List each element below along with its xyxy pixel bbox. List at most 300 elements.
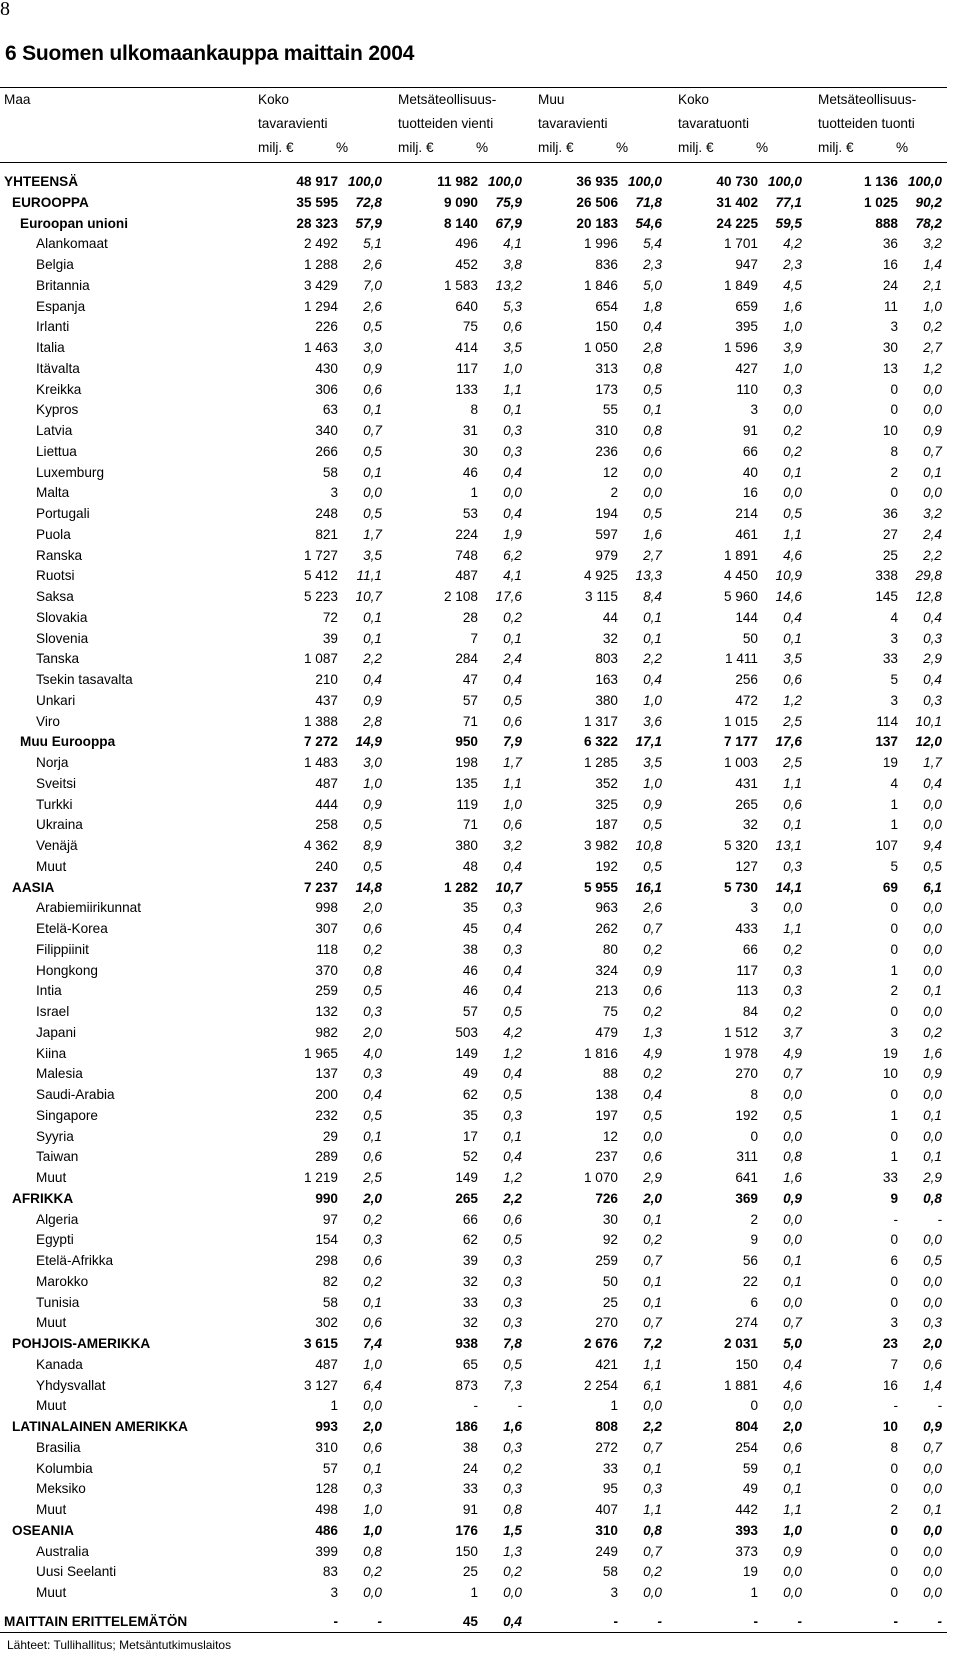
cell-percent: 0,5 — [783, 506, 802, 521]
cell-percent: 0,6 — [503, 1211, 522, 1227]
header-unit-pct: % — [336, 140, 349, 155]
cell-percent: 0,2 — [783, 443, 802, 459]
cell-value: 503 — [455, 1024, 478, 1040]
cell-value: 0 — [890, 1294, 898, 1310]
cell-value: 33 — [602, 1460, 618, 1476]
cell-value: 3 — [610, 1585, 618, 1600]
cell-percent: 0,2 — [363, 941, 382, 957]
cell-percent: 0,5 — [503, 692, 522, 708]
cell-value: 5 — [890, 672, 898, 687]
table-row — [0, 1251, 947, 1272]
cell-value: 1 727 — [303, 547, 338, 563]
cell-percent: 0,0 — [643, 485, 662, 501]
cell-value: 2 — [890, 983, 898, 999]
cell-value: 998 — [315, 900, 338, 916]
cell-percent: 1,6 — [923, 1045, 942, 1061]
cell-value: 380 — [455, 838, 478, 853]
cell-value: 75 — [602, 1004, 618, 1019]
cell-percent: 0,3 — [503, 1107, 522, 1123]
cell-value: 1 483 — [303, 755, 338, 770]
cell-value: 32 — [742, 817, 758, 833]
cell-percent: 0,0 — [923, 1232, 942, 1248]
cell-value: 213 — [595, 983, 618, 999]
cell-value: 119 — [456, 796, 478, 812]
cell-percent: 0,2 — [783, 941, 802, 957]
cell-value: 36 935 — [576, 174, 618, 189]
cell-value: 88 — [602, 1066, 618, 1082]
cell-value: 8 — [890, 1439, 898, 1455]
cell-value: 45 — [462, 921, 478, 936]
cell-value: 2 254 — [583, 1377, 618, 1393]
cell-percent: 0,6 — [503, 817, 522, 833]
cell-value: 979 — [595, 547, 618, 563]
cell-percent: 0,1 — [643, 609, 662, 625]
cell-percent: 0,3 — [783, 381, 802, 397]
cell-value: 0 — [890, 1481, 898, 1497]
cell-percent: 1,3 — [643, 1024, 662, 1040]
header-top-rule — [0, 87, 947, 88]
cell-value: 173 — [595, 381, 618, 397]
cell-percent: 0,0 — [923, 921, 942, 936]
cell-value: 9 — [750, 1232, 758, 1248]
cell-percent: 0,0 — [923, 817, 942, 833]
cell-value: 313 — [595, 360, 618, 376]
cell-percent: 14,6 — [775, 589, 802, 604]
cell-percent: 0,0 — [643, 1398, 662, 1414]
cell-percent: 2,9 — [923, 1170, 942, 1185]
row-label: Muut — [36, 1315, 67, 1331]
cell-value: 430 — [315, 360, 338, 376]
cell-value: 65 — [462, 1356, 478, 1372]
cell-value: 24 — [882, 277, 898, 293]
cell-value: 1 285 — [583, 755, 618, 770]
cell-value: 748 — [455, 547, 478, 563]
cell-value: 7 — [890, 1356, 898, 1372]
cell-value: 33 — [462, 1481, 478, 1497]
cell-value: 352 — [595, 775, 618, 791]
cell-percent: 0,3 — [503, 1481, 522, 1497]
table-row — [0, 483, 947, 504]
cell-percent: 0,0 — [923, 1087, 942, 1102]
cell-percent: 0,7 — [643, 1315, 662, 1331]
cell-percent: 0,5 — [503, 1232, 522, 1248]
cell-percent: 0,8 — [783, 1149, 802, 1165]
cell-percent: 0,1 — [503, 1128, 522, 1144]
cell-percent: 0,3 — [923, 630, 942, 646]
cell-percent: - — [657, 1613, 662, 1629]
cell-percent: 100,0 — [627, 174, 662, 189]
cell-value: 117 — [736, 962, 758, 978]
cell-percent: 0,1 — [503, 402, 522, 418]
cell-value: 5 730 — [723, 879, 758, 895]
cell-percent: 0,1 — [363, 1294, 382, 1310]
cell-value: 496 — [455, 236, 478, 252]
cell-value: 50 — [602, 1273, 618, 1289]
cell-value: 30 — [462, 443, 478, 459]
cell-value: 62 — [462, 1232, 478, 1248]
cell-value: - — [893, 1398, 898, 1414]
cell-value: 0 — [890, 921, 898, 936]
table-row — [0, 774, 947, 795]
cell-value: 1 015 — [723, 713, 758, 729]
row-label: Britannia — [36, 277, 90, 293]
cell-percent: 7,0 — [363, 277, 382, 293]
cell-value: 3 429 — [303, 277, 338, 293]
cell-percent: 0,5 — [643, 381, 662, 397]
cell-value: 1 512 — [723, 1024, 758, 1040]
header-group-line2: tavaravienti — [538, 116, 608, 131]
row-label: Arabiemiirikunnat — [36, 900, 142, 916]
cell-percent: 0,0 — [923, 1585, 942, 1600]
cell-value: 311 — [736, 1149, 758, 1165]
table-header — [0, 90, 947, 162]
cell-value: 71 — [462, 713, 478, 729]
cell-value: 431 — [735, 775, 758, 791]
cell-value: 197 — [595, 1107, 618, 1123]
cell-percent: 1,1 — [783, 526, 802, 542]
cell-value: 83 — [322, 1564, 338, 1580]
cell-value: 1 596 — [723, 340, 758, 355]
cell-value: 91 — [462, 1502, 478, 1517]
cell-value: 28 — [462, 609, 478, 625]
cell-value: 23 — [882, 1336, 898, 1351]
cell-percent: 1,9 — [503, 526, 522, 542]
cell-value: 1 — [330, 1398, 338, 1414]
cell-percent: 6,2 — [503, 547, 522, 563]
cell-value: 1 — [470, 1585, 478, 1600]
cell-percent: 14,9 — [355, 734, 382, 750]
cell-percent: 0,0 — [783, 1211, 802, 1227]
table-row — [0, 1500, 947, 1521]
cell-value: 38 — [462, 941, 478, 957]
row-label: Etelä-Korea — [36, 921, 108, 936]
cell-percent: 8,4 — [643, 589, 662, 604]
cell-percent: 2,5 — [783, 713, 802, 729]
cell-percent: 0,1 — [923, 1149, 942, 1165]
cell-value: 640 — [455, 298, 478, 314]
cell-percent: 1,5 — [503, 1522, 522, 1538]
cell-percent: 0,3 — [503, 1253, 522, 1268]
cell-percent: 14,1 — [775, 879, 802, 895]
cell-percent: 12,8 — [915, 589, 942, 604]
cell-percent: 0,4 — [643, 1087, 662, 1102]
cell-value: 0 — [750, 1128, 758, 1144]
table-row — [0, 1438, 947, 1459]
table-row — [0, 1147, 947, 1168]
cell-value: 49 — [742, 1481, 758, 1497]
cell-percent: 1,6 — [783, 298, 802, 314]
table-body — [0, 172, 947, 1633]
cell-value: 256 — [735, 672, 758, 687]
cell-percent: 0,0 — [503, 485, 522, 501]
row-label: AFRIKKA — [12, 1190, 74, 1206]
row-label: POHJOIS-AMERIKKA — [12, 1336, 151, 1351]
cell-percent: 0,2 — [363, 1211, 382, 1227]
cell-value: 7 — [470, 630, 478, 646]
cell-percent: 1,0 — [363, 1502, 382, 1517]
cell-percent: 2,0 — [363, 900, 382, 916]
table-row — [0, 608, 947, 629]
cell-value: 27 — [882, 526, 898, 542]
cell-percent: 4,0 — [363, 1045, 382, 1061]
cell-value: 486 — [315, 1522, 338, 1538]
cell-value: 135 — [455, 775, 478, 791]
cell-value: 0 — [890, 1585, 898, 1600]
cell-value: 373 — [735, 1543, 758, 1559]
cell-value: 194 — [595, 506, 618, 521]
cell-percent: 0,3 — [363, 1004, 382, 1019]
cell-percent: 0,3 — [923, 1315, 942, 1331]
cell-value: 6 — [750, 1294, 758, 1310]
cell-value: 31 402 — [716, 194, 758, 210]
row-label: Ukraina — [36, 817, 83, 833]
cell-value: 2 — [890, 464, 898, 480]
table-row — [0, 981, 947, 1002]
cell-value: 298 — [315, 1253, 338, 1268]
cell-value: 71 — [462, 817, 478, 833]
row-label: Israel — [36, 1004, 70, 1019]
cell-percent: 2,5 — [363, 1170, 382, 1185]
cell-percent: 2,2 — [643, 1419, 662, 1434]
cell-value: 1 891 — [723, 547, 758, 563]
cell-value: 1 050 — [583, 340, 618, 355]
cell-percent: 0,0 — [363, 1585, 382, 1600]
table-row — [0, 940, 947, 961]
cell-percent: 0,5 — [363, 319, 382, 335]
cell-value: 340 — [315, 423, 338, 438]
cell-percent: 72,8 — [355, 194, 382, 210]
table-row — [0, 276, 947, 297]
table-row — [0, 898, 947, 919]
cell-value: 258 — [315, 817, 338, 833]
cell-percent: 100,0 — [767, 174, 802, 189]
cell-percent: 2,9 — [923, 651, 942, 667]
cell-percent: 4,1 — [503, 568, 522, 584]
table-row — [0, 317, 947, 338]
cell-percent: 0,1 — [363, 609, 382, 625]
cell-percent: 0,1 — [783, 1273, 802, 1289]
cell-percent: 0,1 — [783, 1253, 802, 1268]
table-row — [0, 234, 947, 255]
row-label: Portugali — [36, 506, 90, 521]
cell-percent: 0,0 — [783, 485, 802, 501]
cell-value: 62 — [462, 1087, 478, 1102]
cell-value: 226 — [315, 319, 338, 335]
table-row — [0, 1355, 947, 1376]
cell-value: 487 — [315, 1356, 338, 1372]
cell-percent: 3,6 — [643, 713, 662, 729]
cell-value: 0 — [890, 1564, 898, 1580]
cell-value: 0 — [750, 1398, 758, 1414]
cell-percent: 0,1 — [783, 464, 802, 480]
cell-percent: 7,2 — [643, 1336, 662, 1351]
cell-percent: 0,6 — [503, 713, 522, 729]
cell-value: 19 — [882, 755, 898, 770]
cell-percent: 100,0 — [487, 174, 522, 189]
cell-percent: 2,6 — [363, 257, 382, 272]
cell-percent: 5,0 — [783, 1336, 802, 1351]
cell-percent: 2,0 — [363, 1190, 382, 1206]
row-label: Australia — [36, 1543, 89, 1559]
cell-value: 265 — [455, 1190, 478, 1206]
table-row — [0, 1612, 947, 1633]
cell-percent: 0,5 — [643, 858, 662, 874]
cell-percent: 67,9 — [495, 215, 522, 231]
cell-percent: 0,0 — [363, 485, 382, 501]
cell-percent: 0,5 — [783, 1107, 802, 1123]
cell-value: 307 — [315, 921, 338, 936]
cell-value: 2 676 — [583, 1336, 618, 1351]
cell-value: 107 — [875, 838, 898, 853]
cell-value: 2 031 — [723, 1336, 758, 1351]
cell-value: 3 — [330, 1585, 338, 1600]
cell-value: 0 — [890, 900, 898, 916]
table-title: 6 Suomen ulkomaankauppa maittain 2004 — [5, 42, 415, 65]
cell-percent: 2,8 — [363, 713, 382, 729]
cell-percent: 1,1 — [643, 1356, 662, 1372]
table-row — [0, 857, 947, 878]
cell-percent: 2,6 — [363, 298, 382, 314]
cell-value: 1 996 — [583, 236, 618, 252]
cell-value: 249 — [595, 1543, 618, 1559]
cell-percent: 0,1 — [783, 1481, 802, 1497]
row-label: Malesia — [36, 1066, 83, 1082]
cell-percent: 0,0 — [783, 1585, 802, 1600]
cell-percent: 8,9 — [363, 838, 382, 853]
cell-percent: 0,1 — [363, 402, 382, 418]
header-group-line1: Muu — [538, 92, 565, 107]
cell-percent: 0,8 — [643, 360, 662, 376]
cell-value: 19 — [742, 1564, 758, 1580]
cell-percent: 0,2 — [643, 1564, 662, 1580]
table-row — [0, 214, 947, 235]
cell-percent: 1,0 — [783, 360, 802, 376]
cell-value: 31 — [462, 423, 478, 438]
cell-percent: 0,9 — [643, 962, 662, 978]
cell-percent: 0,2 — [363, 1564, 382, 1580]
cell-value: 3 127 — [303, 1377, 338, 1393]
cell-value: 80 — [602, 941, 618, 957]
header-unit-pct: % — [896, 140, 909, 155]
cell-percent: 2,1 — [923, 277, 942, 293]
cell-value: 50 — [742, 630, 758, 646]
cell-value: 452 — [455, 257, 478, 272]
cell-value: 8 — [470, 402, 478, 418]
cell-value: 5 960 — [723, 589, 758, 604]
cell-value: 597 — [595, 526, 618, 542]
cell-percent: 1,0 — [363, 775, 382, 791]
row-label: Syyria — [36, 1128, 74, 1144]
cell-value: 993 — [315, 1419, 338, 1434]
cell-value: - — [333, 1613, 338, 1629]
cell-percent: 5,4 — [643, 236, 662, 252]
cell-value: 325 — [595, 796, 618, 812]
table-row — [0, 1023, 947, 1044]
header-unit-pct: % — [476, 140, 489, 155]
row-label: Ranska — [36, 547, 83, 563]
row-label: AASIA — [12, 879, 55, 895]
cell-percent: 0,7 — [783, 1315, 802, 1331]
cell-percent: 100,0 — [347, 174, 382, 189]
cell-percent: 10,8 — [635, 838, 662, 853]
table-row — [0, 359, 947, 380]
cell-percent: 0,8 — [503, 1502, 522, 1517]
cell-value: 947 — [735, 257, 758, 272]
cell-value: 26 506 — [576, 194, 618, 210]
cell-value: 1 701 — [723, 236, 758, 252]
cell-value: 836 — [595, 257, 618, 272]
cell-value: 145 — [875, 589, 898, 604]
cell-percent: 0,9 — [783, 1190, 802, 1206]
cell-percent: 2,4 — [503, 651, 522, 667]
row-label: Uusi Seelanti — [36, 1564, 117, 1580]
cell-percent: 0,0 — [783, 900, 802, 916]
row-label: Ruotsi — [36, 568, 75, 584]
row-label: LATINALAINEN AMERIKKA — [12, 1419, 188, 1434]
cell-value: 5 955 — [583, 879, 618, 895]
page-number: 8 — [0, 0, 10, 20]
table-row — [0, 712, 947, 733]
cell-value: 84 — [742, 1004, 758, 1019]
cell-value: 10 — [882, 1066, 898, 1082]
cell-percent: 5,3 — [503, 298, 522, 314]
cell-value: 17 — [462, 1128, 478, 1144]
cell-percent: 0,4 — [923, 672, 942, 687]
cell-value: 163 — [595, 672, 618, 687]
header-group-line1: Metsäteollisuus- — [818, 92, 917, 107]
header-unit-value: milj. € — [398, 140, 434, 155]
cell-value: 0 — [890, 1543, 898, 1559]
cell-percent: 0,9 — [363, 796, 382, 812]
cell-value: 1 — [890, 1149, 898, 1165]
row-label: Singapore — [36, 1107, 98, 1123]
cell-percent: 2,6 — [643, 900, 662, 916]
cell-value: 44 — [602, 609, 618, 625]
cell-value: 118 — [316, 941, 338, 957]
cell-percent: 7,3 — [503, 1377, 522, 1393]
cell-percent: 0,0 — [643, 1585, 662, 1600]
row-label: Kolumbia — [36, 1460, 93, 1476]
cell-value: 1 136 — [863, 174, 898, 189]
cell-percent: 0,0 — [923, 962, 942, 978]
cell-percent: 59,5 — [775, 215, 802, 231]
cell-value: 58 — [322, 464, 338, 480]
table-row — [0, 1542, 947, 1563]
cell-percent: 0,4 — [503, 962, 522, 978]
cell-value: 82 — [322, 1273, 338, 1289]
cell-percent: 1,0 — [783, 1522, 802, 1538]
cell-percent: 0,5 — [923, 1253, 942, 1268]
row-label: YHTEENSÄ — [4, 174, 79, 189]
cell-percent: 75,9 — [495, 194, 522, 210]
cell-percent: 0,1 — [643, 1273, 662, 1289]
table-row — [0, 1064, 947, 1085]
cell-percent: 0,3 — [503, 941, 522, 957]
cell-percent: 1,6 — [783, 1170, 802, 1185]
cell-percent: 0,0 — [923, 1564, 942, 1580]
cell-percent: 0,6 — [363, 381, 382, 397]
cell-percent: 0,5 — [643, 506, 662, 521]
cell-value: 35 — [462, 1107, 478, 1123]
cell-percent: 0,3 — [503, 1315, 522, 1331]
cell-percent: 0,7 — [363, 423, 382, 438]
cell-value: 4 — [890, 775, 898, 791]
cell-value: 654 — [595, 298, 618, 314]
cell-percent: 0,5 — [363, 983, 382, 999]
table-row — [0, 421, 947, 442]
cell-value: 192 — [595, 858, 618, 874]
cell-percent: 1,0 — [503, 796, 522, 812]
